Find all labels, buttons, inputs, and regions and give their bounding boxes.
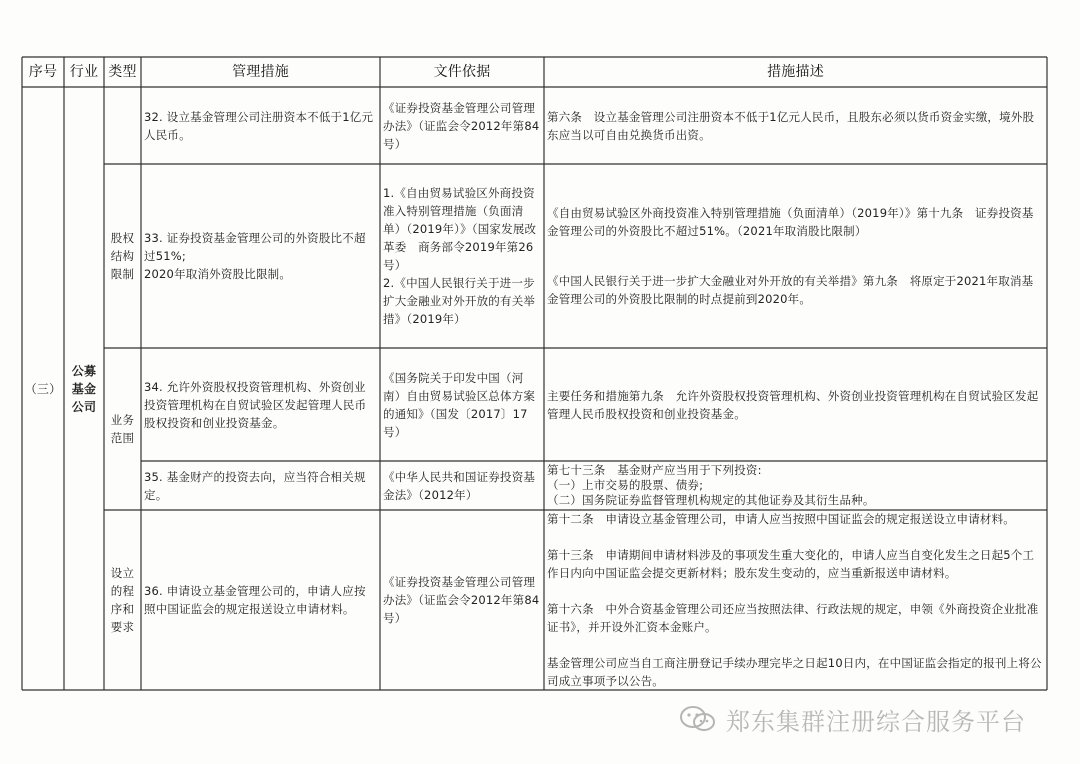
table-row-33-measure: 33. 证券投资基金管理公司的外资股比不超过51%; 2020年取消外资股比限制。 [144,231,366,281]
description-paragraph: 第六条 设立基金管理公司注册资本不低于1亿元人民币，且股东必须以货币资金实缴，境外股东应当以可自由兑换货币出资。 [547,109,1035,142]
type-procedure: 设立 的程 序和 要求 [110,566,135,634]
table-row-34-measure: 34. 允许外资股权投资管理机构、外资创业投资管理机构在自贸试验区发起管理人民币股权投资和创业投资基金。 [144,379,367,430]
table-row-36-description [544,510,1047,690]
table-row-32-measure: 32. 设立基金管理公司注册资本不低于1亿元人民币。 [144,109,374,142]
description-paragraph: 第十六条 中外合资基金管理公司还应当按照法律、行政法规的规定，申领《外商投资企业批准证书》，并开设外汇资本金账户。 [547,602,1039,634]
watermark-text: 郑东集群注册综合服务平台 [726,707,1026,736]
description-paragraph: 主要任务和措施第九条 允许外资股权投资管理机构、外资创业投资管理机构在自贸试验区发起管理人民币股权投资和创业投资基金。 [547,388,1039,421]
type-business-scope: 业务 范围 [110,413,135,445]
table-row-35-measure: 35. 基金财产的投资去向，应当符合相关规定。 [144,469,366,502]
table-row-32-basis: 《证券投资基金管理公司管理办法》（证监会令2012年第84号） [383,100,540,151]
wechat-icon [678,705,718,733]
header-description: 措施描述 [767,64,824,80]
watermark [678,702,1058,736]
type-equity-limit: 股权 结构 限制 [110,231,135,281]
header-measure: 管理措施 [232,64,289,80]
header-basis: 文件依据 [433,64,491,80]
table-row-36-measure: 36. 申请设立基金管理公司的，申请人应按照中国证监会的规定报送设立申请材料。 [144,584,366,616]
header-industry: 行业 [69,64,99,80]
description-paragraph: 《自由贸易试验区外商投资准入特别管理措施（负面清单）（2019年）》第十九条 证券投资基金管理公司的外资股比不超过51%。（2021年取消股比限制） [547,206,1034,238]
table-row-34-basis: 《国务院关于印发中国（河南）自由贸易试验区总体方案的通知》（国发〔2017〕17号） [383,370,536,439]
seq-value: （三） [24,381,62,396]
table-row-34-description [544,348,1047,461]
description-paragraph: 第十二条 申请设立基金管理公司，申请人应当按照中国证监会的规定报送设立申请材料。 [547,512,1015,526]
type-empty [104,87,141,164]
description-paragraph: 基金管理公司应当自工商注册登记手续办理完毕之日起10日内，在中国证监会指定的报刊上将公司成立事项予以公告。 [547,656,1042,688]
description-paragraph: 《中国人民银行关于进一步扩大金融业对外开放的有关举措》第九条 将原定于2021年取消基金管理公司的外资股比限制的时点提前到2020年。 [547,274,1034,306]
description-paragraph: 第七十三条 基金财产应当用于下列投资: （一）上市交易的股票、债券; （二）国务院证券监督管理机构规定的其他证券及其衍生品种。 [547,463,875,507]
table-row-36-basis: 《证券投资基金管理公司管理办法》（证监会令2012年第84号） [383,575,540,625]
table-row-35-basis: 《中华人民共和国证券投资基金法》（2012年） [383,469,536,502]
table-row-33-basis: 1.《自由贸易试验区外商投资准入特别管理措施（负面清单）（2019年）》（国家发展改革委 商务部令2019年第26号） 2.《中国人民银行关于进一步扩大金融业对外开放的有关举措》（2019年） [383,186,537,326]
description-paragraph: 第十三条 申请期间申请材料涉及的事项发生重大变化的，申请人应当自变化发生之日起5个工作日内向中国证监会提交更新材料；股东发生变动的，应当重新报送申请材料。 [547,548,1035,580]
table-row-35-description [544,461,1047,510]
table-row-33-description [544,164,1047,348]
industry-value: 公募 基金 公司 [71,363,97,414]
table-row-32-description [544,87,1047,164]
header-seq: 序号 [28,64,58,80]
header-type: 类型 [108,64,137,80]
